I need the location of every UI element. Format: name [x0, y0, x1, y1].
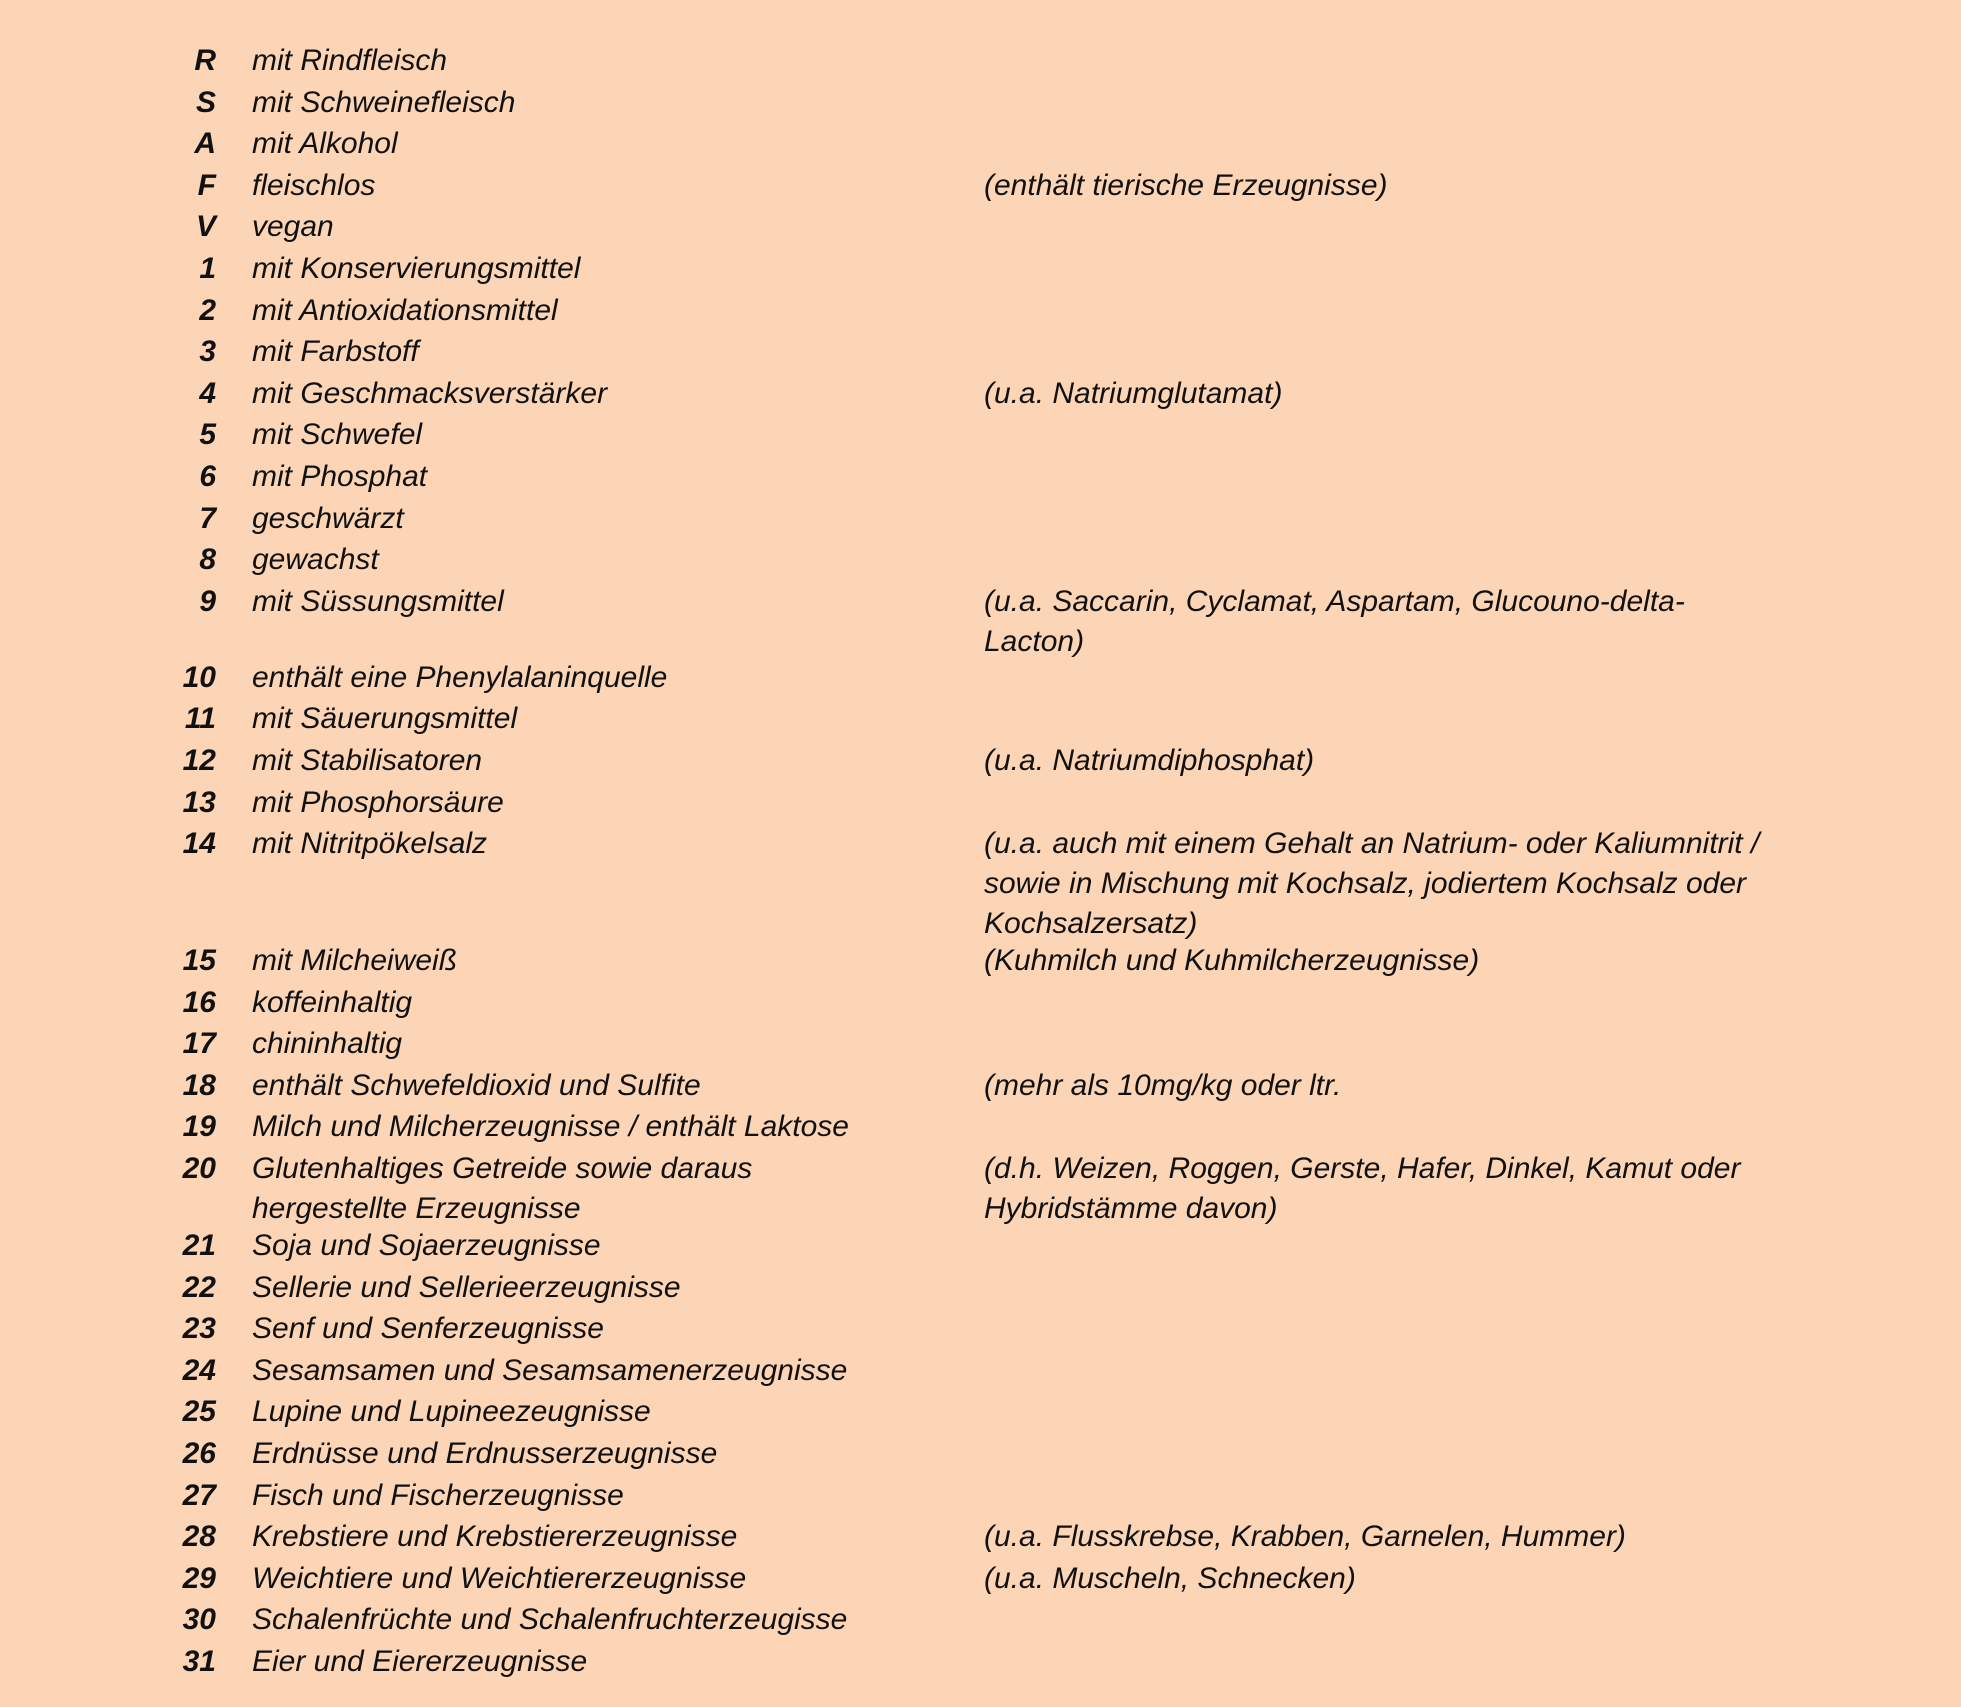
legend-row: [0, 41, 1961, 83]
legend-code: 27: [182, 1478, 216, 1512]
legend-note: (Kuhmilch und Kuhmilcherzeugnisse): [984, 944, 1480, 978]
legend-row: [0, 658, 1961, 700]
legend-code: 24: [182, 1353, 216, 1387]
legend-code: 9: [199, 584, 216, 618]
legend-code: 6: [199, 459, 216, 493]
legend-label: mit Alkohol: [252, 127, 398, 161]
legend-note: (u.a. Natriumglutamat): [984, 376, 1283, 410]
legend-row: [0, 1476, 1961, 1518]
legend-label: mit Schweinefleisch: [252, 85, 516, 119]
legend-row: [0, 1309, 1961, 1351]
legend-code: 29: [182, 1561, 216, 1595]
legend-label: mit Milcheiweiß: [252, 944, 458, 978]
legend-label: koffeinhaltig: [252, 985, 413, 1019]
legend-label: mit Süssungsmittel: [252, 584, 504, 618]
legend-row: [0, 1559, 1961, 1601]
legend-code: R: [194, 44, 216, 77]
legend-row: [0, 1434, 1961, 1476]
legend-code: 5: [199, 418, 216, 452]
legend-note: (d.h. Weizen, Roggen, Gerste, Hafer, Dinkel, Kamut oder Hybridstämme davon): [984, 1152, 1741, 1226]
legend-row: [0, 499, 1961, 541]
legend-label: mit Phosphat: [252, 459, 428, 493]
legend-code: S: [195, 85, 216, 119]
legend-code: 3: [199, 335, 216, 369]
legend-row: [0, 1268, 1961, 1310]
legend-row: [0, 699, 1961, 741]
legend-code: 11: [184, 702, 216, 736]
legend-label: Milch und Milcherzeugnisse / enthält Laktose: [252, 1110, 849, 1144]
legend-code: 4: [199, 376, 216, 410]
legend-label: mit Nitritpökelsalz: [252, 827, 488, 861]
legend-row: [0, 1642, 1961, 1684]
legend-label: enthält eine Phenylalaninquelle: [252, 660, 668, 694]
legend-code: 17: [182, 1027, 216, 1061]
legend-code: 12: [182, 743, 216, 777]
legend-label: Krebstiere und Krebstiererzeugnisse: [252, 1520, 738, 1554]
legend-row: [0, 207, 1961, 249]
legend-label: fleischlos: [252, 168, 376, 202]
legend-label: Weichtiere und Weichtiererzeugnisse: [252, 1561, 747, 1595]
legend-row: [0, 741, 1961, 783]
legend-row: [0, 1600, 1961, 1642]
legend-code: 21: [182, 1229, 216, 1263]
legend-label: mit Konservierungsmittel: [252, 251, 581, 285]
legend-code: 10: [182, 660, 216, 694]
legend-row: [0, 249, 1961, 291]
legend-label: Sesamsamen und Sesamsamenerzeugnisse: [252, 1353, 848, 1387]
legend-row: [0, 1517, 1961, 1559]
legend-note: (u.a. auch mit einem Gehalt an Natrium- oder Kaliumnitrit / sowie in Mischung mit Kochsalz, jodiertem Kochsalz oder Kochsalzersatz): [984, 827, 1760, 941]
legend-code: 30: [182, 1603, 216, 1637]
legend-label: mit Geschmacksverstärker: [252, 376, 608, 410]
legend-code: 19: [182, 1110, 216, 1144]
legend-code: 22: [182, 1270, 216, 1304]
legend-code: 13: [182, 785, 216, 819]
legend-row: [0, 166, 1961, 208]
legend-row: [0, 415, 1961, 457]
legend-note: (mehr als 10mg/kg oder ltr.: [984, 1068, 1342, 1102]
legend-label: Eier und Eiererzeugnisse: [252, 1645, 588, 1678]
legend-label: Glutenhaltiges Getreide sowie daraus hergestellte Erzeugnisse: [252, 1152, 753, 1226]
legend-label: enthält Schwefeldioxid und Sulfite: [252, 1068, 701, 1102]
legend-code: F: [197, 168, 216, 202]
legend-row: [0, 332, 1961, 374]
legend-row: [0, 941, 1961, 983]
legend-label: mit Säuerungsmittel: [252, 702, 518, 736]
legend-row: [0, 1149, 1961, 1226]
legend-code: V: [195, 210, 216, 244]
legend-label: Senf und Senferzeugnisse: [252, 1312, 604, 1346]
legend-label: mit Stabilisatoren: [252, 743, 483, 777]
additive-legend: [0, 41, 1961, 1684]
legend-label: mit Schwefel: [252, 418, 423, 452]
legend-note: (u.a. Natriumdiphosphat): [984, 743, 1315, 777]
legend-label: mit Rindfleisch: [252, 44, 448, 77]
legend-note: (u.a. Saccarin, Cyclamat, Aspartam, Glucouno-delta-Lacton): [984, 584, 1685, 658]
legend-label: Lupine und Lupineezeugnisse: [252, 1395, 651, 1429]
legend-label: gewachst: [252, 543, 379, 577]
legend-label: mit Antioxidationsmittel: [252, 293, 558, 327]
legend-code: 28: [182, 1520, 216, 1554]
legend-code: 15: [182, 944, 216, 978]
legend-code: 14: [182, 827, 216, 861]
legend-label: Sellerie und Sellerieerzeugnisse: [252, 1270, 681, 1304]
legend-code: 26: [182, 1437, 216, 1471]
legend-row: [0, 124, 1961, 166]
legend-row: [0, 1351, 1961, 1393]
legend-note: (u.a. Flusskrebse, Krabben, Garnelen, Hummer): [984, 1520, 1626, 1554]
legend-row: [0, 1024, 1961, 1066]
legend-label: Schalenfrüchte und Schalenfruchterzeugisse: [252, 1603, 848, 1637]
legend-label: Soja und Sojaerzeugnisse: [252, 1229, 601, 1263]
legend-note: (u.a. Muscheln, Schnecken): [984, 1561, 1356, 1595]
legend-code: 8: [199, 543, 216, 577]
legend-code: 23: [182, 1312, 216, 1346]
legend-row: [0, 374, 1961, 416]
legend-code: 18: [182, 1068, 216, 1102]
legend-row: [0, 1226, 1961, 1268]
legend-row: [0, 582, 1961, 658]
legend-code: A: [194, 127, 216, 161]
legend-row: [0, 783, 1961, 825]
legend-row: [0, 540, 1961, 582]
legend-code: 2: [199, 293, 216, 327]
legend-label: Erdnüsse und Erdnusserzeugnisse: [252, 1437, 718, 1471]
legend-row: [0, 1392, 1961, 1434]
legend-code: 25: [182, 1395, 216, 1429]
legend-row: [0, 824, 1961, 941]
legend-row: [0, 1107, 1961, 1149]
legend-code: 7: [199, 501, 216, 535]
legend-label: Fisch und Fischerzeugnisse: [252, 1478, 624, 1512]
legend-row: [0, 83, 1961, 125]
legend-label: geschwärzt: [252, 501, 404, 535]
legend-row: [0, 983, 1961, 1025]
legend-note: (enthält tierische Erzeugnisse): [984, 168, 1388, 202]
legend-code: 1: [199, 251, 216, 285]
legend-code: 16: [182, 985, 216, 1019]
legend-row: [0, 457, 1961, 499]
legend-label: chininhaltig: [252, 1027, 403, 1061]
legend-label: mit Farbstoff: [252, 335, 419, 369]
legend-code: 31: [182, 1645, 216, 1678]
legend-row: [0, 1066, 1961, 1108]
legend-label: mit Phosphorsäure: [252, 785, 504, 819]
legend-row: [0, 291, 1961, 333]
legend-code: 20: [182, 1152, 216, 1186]
legend-label: vegan: [252, 210, 334, 244]
